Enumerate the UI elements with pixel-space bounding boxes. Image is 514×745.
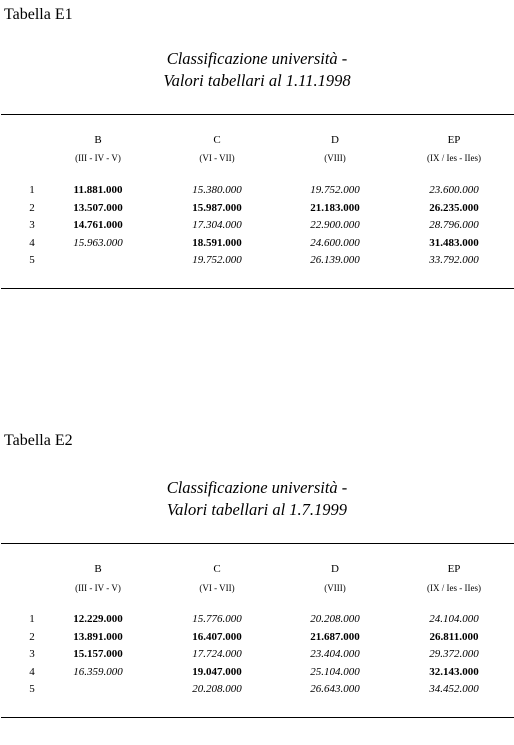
table-cell: 23.404.000 [310,648,360,660]
table-cell: 25.104.000 [310,665,360,678]
row-number: 4 [29,236,35,249]
row-number: 1 [29,184,35,196]
column-subheader: (III - IV - V) [75,583,121,593]
table-caption-line: Valori tabellari al 1.11.1998 [163,71,351,90]
table-cell: 22.900.000 [310,219,360,231]
table-cell: 17.304.000 [192,219,242,231]
column-subheader: (VIII) [324,153,346,163]
column-header: C [213,563,221,575]
column-header: EP [447,134,461,146]
table-cell: 23.600.000 [429,184,479,196]
table-top-rule [1,114,514,115]
table-cell: 13.507.000 [73,201,123,214]
column-header: B [94,134,102,146]
table-cell: 15.987.000 [192,201,242,214]
table-bottom-rule [1,717,514,718]
table-cell: 15.157.000 [73,648,123,660]
table-cell: 20.208.000 [192,683,242,695]
table-caption-line: Classificazione università - [166,49,348,68]
table-bottom-rule [1,288,514,289]
row-number: 3 [29,219,35,231]
table-cell: 13.891.000 [73,630,123,643]
table-caption-line: Valori tabellari al 1.7.1999 [166,500,348,519]
table-cell: 14.761.000 [73,219,123,231]
table-cell: 16.359.000 [73,665,123,678]
column-subheader: (VI - VII) [199,153,235,163]
table-cell: 17.724.000 [192,648,242,660]
table-cell: 11.881.000 [73,184,123,196]
column-header: C [213,134,221,146]
column-header: B [94,563,102,575]
row-number: 2 [29,201,35,214]
table-cell: 15.380.000 [192,184,242,196]
table-cell: 26.139.000 [310,254,360,266]
table-top-rule [1,543,514,544]
table-cell: 21.183.000 [310,201,360,214]
table-cell: 32.143.000 [429,665,479,678]
table-cell: 28.796.000 [429,219,479,231]
table-cell: 21.687.000 [310,630,360,643]
table-cell: 29.372.000 [429,648,479,660]
table-caption-line: Classificazione università - [166,478,348,497]
table-cell: 33.792.000 [429,254,479,266]
table-cell: 15.963.000 [73,236,123,249]
column-header: EP [447,563,461,575]
row-number: 2 [29,630,35,643]
table-cell: 24.600.000 [310,236,360,249]
column-subheader: (VI - VII) [199,583,235,593]
row-number: 5 [29,683,35,695]
column-header: D [331,134,339,146]
column-header: D [331,563,339,575]
row-number: 5 [29,254,35,266]
table-cell: 19.752.000 [192,254,242,266]
table-cell: 26.811.000 [429,630,479,643]
table-cell: 15.776.000 [192,613,242,625]
column-subheader: (IX / Ies - IIes) [427,153,481,163]
column-subheader: (VIII) [324,583,346,593]
table-cell: 19.047.000 [192,665,242,678]
table-cell: 24.104.000 [429,613,479,625]
table-cell: 26.643.000 [310,683,360,695]
table-cell: 31.483.000 [429,236,479,249]
table-label: Tabella E2 [4,432,73,449]
table-cell: 20.208.000 [310,613,360,625]
table-label: Tabella E1 [4,6,73,23]
table-cell: 34.452.000 [429,683,479,695]
row-number: 1 [29,613,35,625]
column-subheader: (III - IV - V) [75,153,121,163]
row-number: 3 [29,648,35,660]
table-cell: 26.235.000 [429,201,479,214]
table-cell: 12.229.000 [73,613,123,625]
row-number: 4 [29,665,35,678]
table-cell: 16.407.000 [192,630,242,643]
column-subheader: (IX / Ies - IIes) [427,583,481,593]
table-cell: 18.591.000 [192,236,242,249]
table-cell: 19.752.000 [310,184,360,196]
